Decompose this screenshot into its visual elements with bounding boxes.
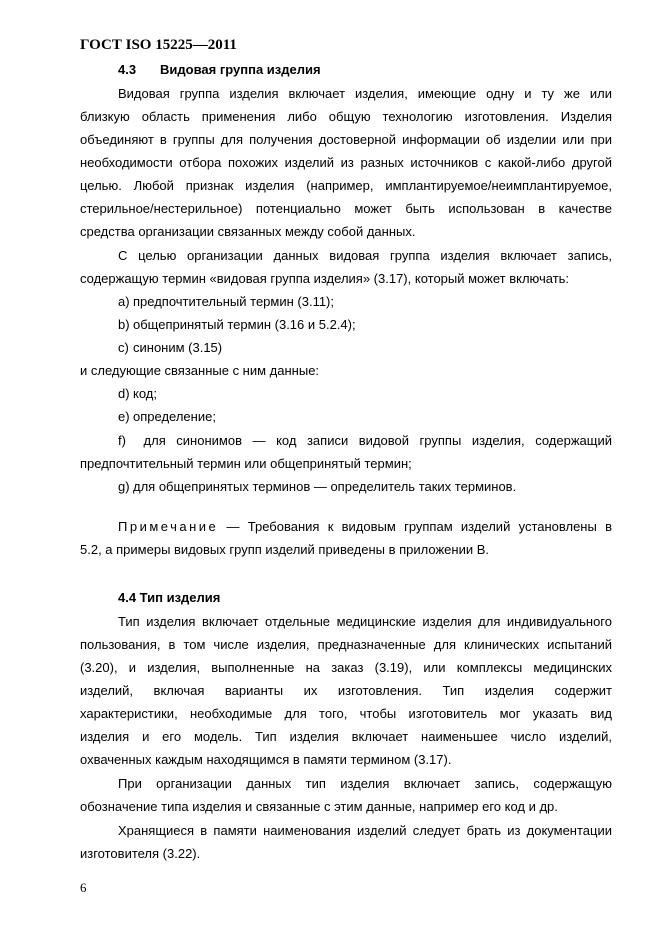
list-item (118, 384, 612, 404)
paragraph-line: изделий, включая варианты их изготовления. Тип изделия содержит (80, 683, 612, 698)
list-item (118, 477, 612, 497)
paragraph-line: стерильное/нестерильное) потенциально может быть использован в качестве (80, 201, 612, 216)
paragraph-line: средства организации связанных между собой данных. (80, 224, 416, 239)
paragraph-line: пользования, в том числе изделия, предназначенные для клинических испытаний (80, 637, 612, 652)
list-marker: e) (118, 409, 130, 424)
list-marker: a) (118, 294, 130, 309)
list-marker: g) (118, 479, 130, 494)
page-number: 6 (80, 880, 87, 895)
section-number: 4.3 (118, 62, 137, 77)
section-4-3-heading (118, 60, 612, 80)
paragraph-line: целью. Любой признак изделия (например, имплантируемое/неимплантируемое, (80, 178, 612, 193)
list-text: для синонимов — код записи видовой группы изделия, содержащий (143, 433, 612, 448)
list-text: предпочтительный термин (3.11); (133, 294, 334, 309)
list-marker: f) (118, 433, 126, 448)
list-text: для общепринятых терминов — определитель таких терминов. (133, 479, 517, 494)
section-4-4-heading: 4.4 Тип изделия (118, 590, 221, 605)
paragraph-line: объединяют в группы для получения достоверной информации об изделии или при (80, 132, 612, 147)
list-text: код; (133, 386, 157, 401)
paragraph-line: охваченных каждым находящимся в памяти термином (3.17). (80, 752, 452, 767)
paragraph-line: (3.20), и изделия, выполненные на заказ (3.19), или комплексы медицинских (80, 660, 612, 675)
paragraph-line: необходимости отбора похожих изделий из разных источников с какой-либо другой (80, 155, 612, 170)
list-item (118, 338, 612, 358)
list-text: общепринятый термин (3.16 и 5.2.4); (133, 317, 356, 332)
paragraph-line: и следующие связанные с ним данные: (80, 363, 320, 378)
paragraph-line: близкую область применения либо общую технологию изготовления. Изделия (80, 109, 612, 124)
paragraph-line: обозначение типа изделия и связанные с этим данные, например его код и др. (80, 799, 558, 814)
list-item (118, 431, 612, 451)
note-label: Примечание (118, 519, 219, 534)
list-marker: b) (118, 317, 130, 332)
note-text: — Требования к видовым группам изделий установлены в (226, 519, 612, 534)
paragraph-line: При организации данных тип изделия включает запись, содержащую (118, 776, 612, 791)
list-item (118, 292, 612, 312)
list-text: определение; (133, 409, 216, 424)
list-marker: d) (118, 386, 130, 401)
list-item (118, 407, 612, 427)
list-text: синоним (3.15) (133, 340, 223, 355)
paragraph-line: Тип изделия включает отдельные медицинские изделия для индивидуального (118, 614, 612, 629)
list-item-continuation: предпочтительный термин или общепринятый термин; (80, 456, 412, 471)
paragraph-line: С целью организации данных видовая группа изделия включает запись, (118, 248, 612, 263)
document-header: ГОСТ ISO 15225—2011 (80, 37, 237, 53)
paragraph-line: изготовителя (3.22). (80, 846, 201, 861)
note-continuation: 5.2, а примеры видовых групп изделий приведены в приложении В. (80, 542, 489, 557)
paragraph-line: характеристики, необходимые для того, чтобы изготовитель мог указать вид (80, 706, 612, 721)
list-marker: c) (118, 340, 129, 355)
list-item (118, 315, 612, 335)
paragraph-line: Видовая группа изделия включает изделия, имеющие одну и ту же или (118, 86, 612, 101)
note (118, 517, 612, 537)
section-title: Видовая группа изделия (160, 62, 321, 77)
paragraph-line: изделия и его модель. Тип изделия включает наименьшее число изделий, (80, 729, 612, 744)
paragraph-line: Хранящиеся в памяти наименования изделий следует брать из документации (118, 823, 612, 838)
paragraph-line: содержащую термин «видовая группа изделия» (3.17), который может включать: (80, 271, 570, 286)
